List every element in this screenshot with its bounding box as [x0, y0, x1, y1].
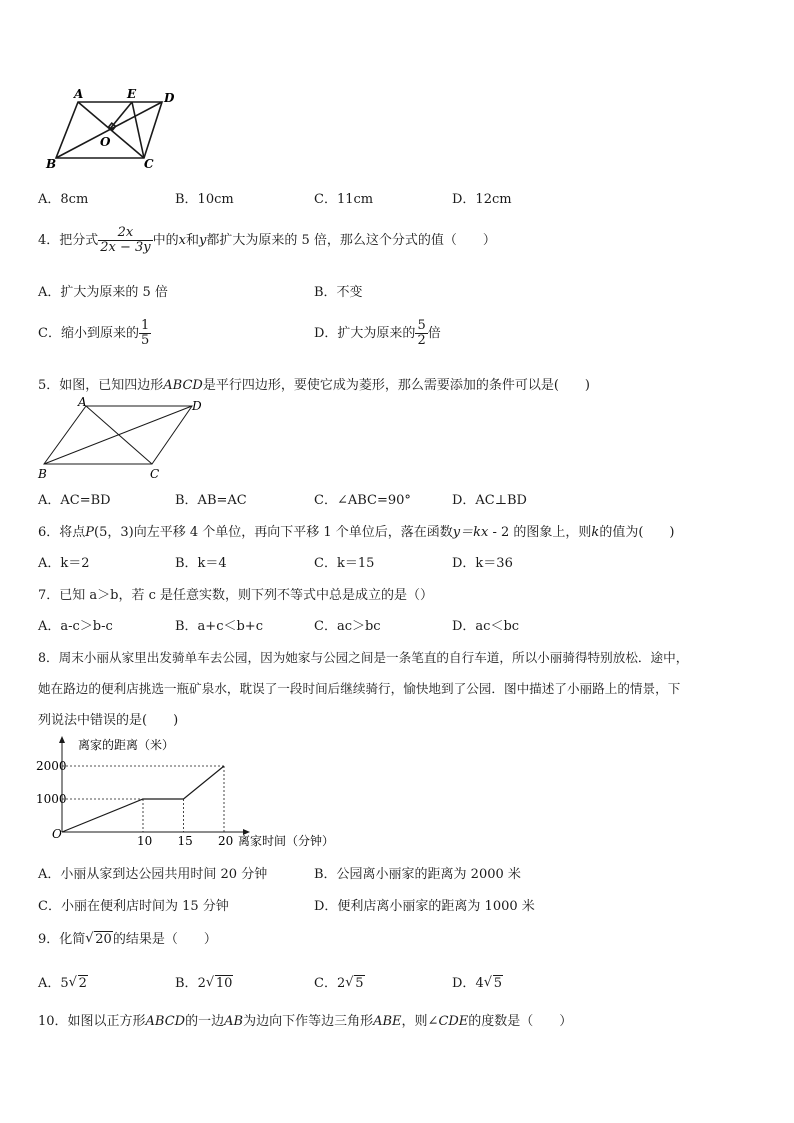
q9-option-d-coef: 4 [475, 976, 484, 991]
q5-option-a[interactable]: A．AC=BD [38, 493, 111, 508]
q4-var-x: x [178, 233, 187, 248]
q4-and: 和 [186, 233, 200, 248]
q4-option-c-text: C．缩小到原来的 [38, 326, 139, 341]
q4-fraction [98, 226, 152, 256]
q3-option-b[interactable]: B．10cm [175, 192, 234, 207]
q7-option-d[interactable]: D．ac＜bc [452, 619, 520, 634]
q9-sqrt [85, 932, 113, 947]
q4-frac-den: 2x − 3y [100, 240, 151, 255]
q4-option-b[interactable]: B．不变 [314, 285, 363, 300]
q5-option-c[interactable]: C．∠ABC=90° [314, 493, 411, 508]
q6-option-c[interactable]: C．k＝15 [314, 556, 375, 571]
q4-option-a[interactable]: A．扩大为原来的 5 倍 [38, 285, 168, 300]
x-tick-label-10: 10 [137, 834, 153, 848]
q9-option-a[interactable] [38, 972, 88, 991]
q10-text-d: ，则∠ [401, 1014, 439, 1029]
q6-point: P [85, 525, 95, 540]
q4-option-d[interactable] [314, 315, 441, 353]
q5-abcd: ABCD [163, 378, 203, 393]
y-axis-label: 离家的距离（米） [78, 738, 175, 752]
q9-option-c-sqrt [345, 976, 364, 991]
x-axis-label: 离家时间（分钟） [238, 834, 334, 848]
q5-label-b: B [38, 467, 47, 481]
x-tick-label-20: 20 [218, 834, 234, 848]
q4-option-c-fraction [139, 319, 151, 349]
q5-label-a: A [78, 396, 87, 409]
q3-option-a[interactable]: A．8cm [38, 192, 89, 207]
q3-segment-eo [109, 102, 132, 130]
q8-option-d[interactable]: D．便利店离小丽家的距离为 1000 米 [314, 899, 535, 914]
q9-option-a-label: A． [38, 976, 61, 991]
q4-option-d-text: D．扩大为原来的 [314, 326, 416, 341]
q8-stem-line3: 列说法中错误的是( ) [38, 713, 179, 728]
q10-text-e: 的度数是（ ） [468, 1014, 573, 1029]
q9-option-c[interactable] [314, 972, 365, 991]
q7-option-a[interactable]: A．a-c＞b-c [38, 619, 113, 634]
q10-ab: AB [224, 1014, 244, 1029]
x-tick-label-15: 15 [177, 834, 193, 848]
q8-option-a[interactable]: A．小丽从家到达公园共用时间 20 分钟 [38, 867, 268, 882]
q9-option-a-rad: 2 [78, 976, 87, 991]
q8-stem-line1: 8．周末小丽从家里出发骑单车去公园，因为她家与公园之间是一条笔直的自行车道，所以小丽骑得特别放松．途中， [38, 650, 689, 665]
q4-option-c[interactable] [38, 315, 151, 353]
q9-option-b-coef: 2 [197, 976, 206, 991]
q3-option-c[interactable]: C．11cm [314, 192, 374, 207]
q5-figure [36, 396, 216, 482]
q9-option-b-rad: 10 [215, 976, 233, 991]
q5-stem [38, 374, 590, 393]
q5-text-b: 是平行四边形，要使它成为菱形，那么需要添加的条件可以是( ) [202, 378, 590, 393]
q9-option-d-label: D． [452, 976, 476, 991]
q10-text-a: 10．如图以正方形 [38, 1014, 146, 1029]
origin-label: O [52, 827, 62, 841]
q7-stem: 7．已知 a＞b，若 c 是任意实数，则下列不等式中总是成立的是（） [38, 588, 434, 603]
q6-text-c: - 2 的图象上，则 [488, 525, 592, 540]
q9-option-d[interactable] [452, 972, 503, 991]
q6-text-d: 的值为( ) [599, 525, 675, 540]
q10-text-b: 的一边 [185, 1014, 225, 1029]
q10-abe: ABE [373, 1014, 402, 1029]
q8-chart [34, 734, 334, 852]
q4-prefix: 4．把分式 [38, 233, 99, 248]
q9-option-b-sqrt [206, 976, 234, 991]
q4-stem [38, 222, 496, 260]
q5-option-b[interactable]: B．AB=AC [175, 493, 247, 508]
q7-option-b[interactable]: B．a+c＜b+c [175, 619, 263, 634]
q9-stem [38, 928, 217, 947]
q6-k: k [591, 525, 600, 540]
q10-stem [38, 1010, 572, 1029]
q5-diagonal-bd [44, 406, 192, 464]
q8-stem-line2: 她在路边的便利店挑选一瓶矿泉水，耽误了一段时间后继续骑行，愉快地到了公园．图中描述了小丽路上的情景，下 [38, 681, 681, 696]
q9-text-a: 9．化简 [38, 932, 86, 947]
y-tick-label-1000: 1000 [36, 792, 67, 806]
q5-option-d[interactable]: D．AC⊥BD [452, 493, 527, 508]
q3-label-c: C [144, 157, 154, 171]
q3-label-b: B [46, 157, 57, 171]
q4-frac-num: 2x [98, 226, 152, 241]
q3-label-o: O [100, 135, 111, 149]
q10-cde: CDE [438, 1014, 469, 1029]
q6-stem [38, 521, 674, 540]
q9-option-a-sqrt [69, 976, 88, 991]
q4-option-d-fraction [415, 319, 427, 349]
q8-option-c[interactable]: C．小丽在便利店时间为 15 分钟 [38, 899, 229, 914]
q5-label-d: D [192, 399, 202, 413]
q4-var-y: y [199, 233, 207, 248]
q9-option-d-rad: 5 [493, 976, 502, 991]
q3-label-a: A [74, 87, 84, 101]
q9-option-c-label: C． [314, 976, 337, 991]
q5-label-c: C [150, 467, 160, 481]
q10-text-c: 为边向下作等边三角形 [243, 1014, 374, 1029]
q6-option-d[interactable]: D．k＝36 [452, 556, 513, 571]
q9-option-b[interactable] [175, 972, 233, 991]
q6-function: y＝kx [452, 525, 489, 540]
y-axis-arrow [59, 736, 65, 743]
q9-option-c-coef: 2 [336, 976, 346, 991]
q8-option-b[interactable]: B．公园离小丽家的距离为 2000 米 [314, 867, 521, 882]
q6-text-b: (5，3)向左平移 4 个单位，再向下平移 1 个单位后，落在函数 [94, 525, 453, 540]
q4-option-d-den: 2 [417, 333, 426, 348]
q3-option-d[interactable]: D．12cm [452, 192, 512, 207]
q9-radicand: 20 [95, 932, 112, 947]
q4-suffix-a: 中的 [152, 233, 179, 248]
q3-label-d: D [164, 91, 175, 105]
q4-option-c-den: 5 [140, 333, 150, 348]
q9-option-d-sqrt [484, 976, 503, 991]
q4-option-c-num: 1 [140, 317, 150, 333]
q5-text-a: 5．如图，已知四边形 [38, 378, 164, 393]
q6-option-b[interactable]: B．k＝4 [175, 556, 227, 571]
q9-text-b: 的结果是（ ） [112, 932, 217, 947]
q4-suffix-b: 都扩大为原来的 5 倍，那么这个分式的值（ ） [206, 233, 496, 248]
q9-option-a-coef: 5 [60, 976, 69, 991]
q6-option-a[interactable]: A．k＝2 [38, 556, 90, 571]
q3-figure [40, 84, 190, 174]
q4-option-d-num: 5 [417, 317, 426, 333]
q6-text-a: 6．将点 [38, 525, 86, 540]
q7-option-c[interactable]: C．ac＞bc [314, 619, 381, 634]
q9-option-b-label: B． [175, 976, 198, 991]
y-tick-label-2000: 2000 [36, 759, 67, 773]
q3-label-e: E [127, 87, 137, 101]
q9-option-c-rad: 5 [355, 976, 364, 991]
q4-option-d-suffix: 倍 [427, 326, 441, 341]
q10-abcd: ABCD [145, 1014, 186, 1029]
